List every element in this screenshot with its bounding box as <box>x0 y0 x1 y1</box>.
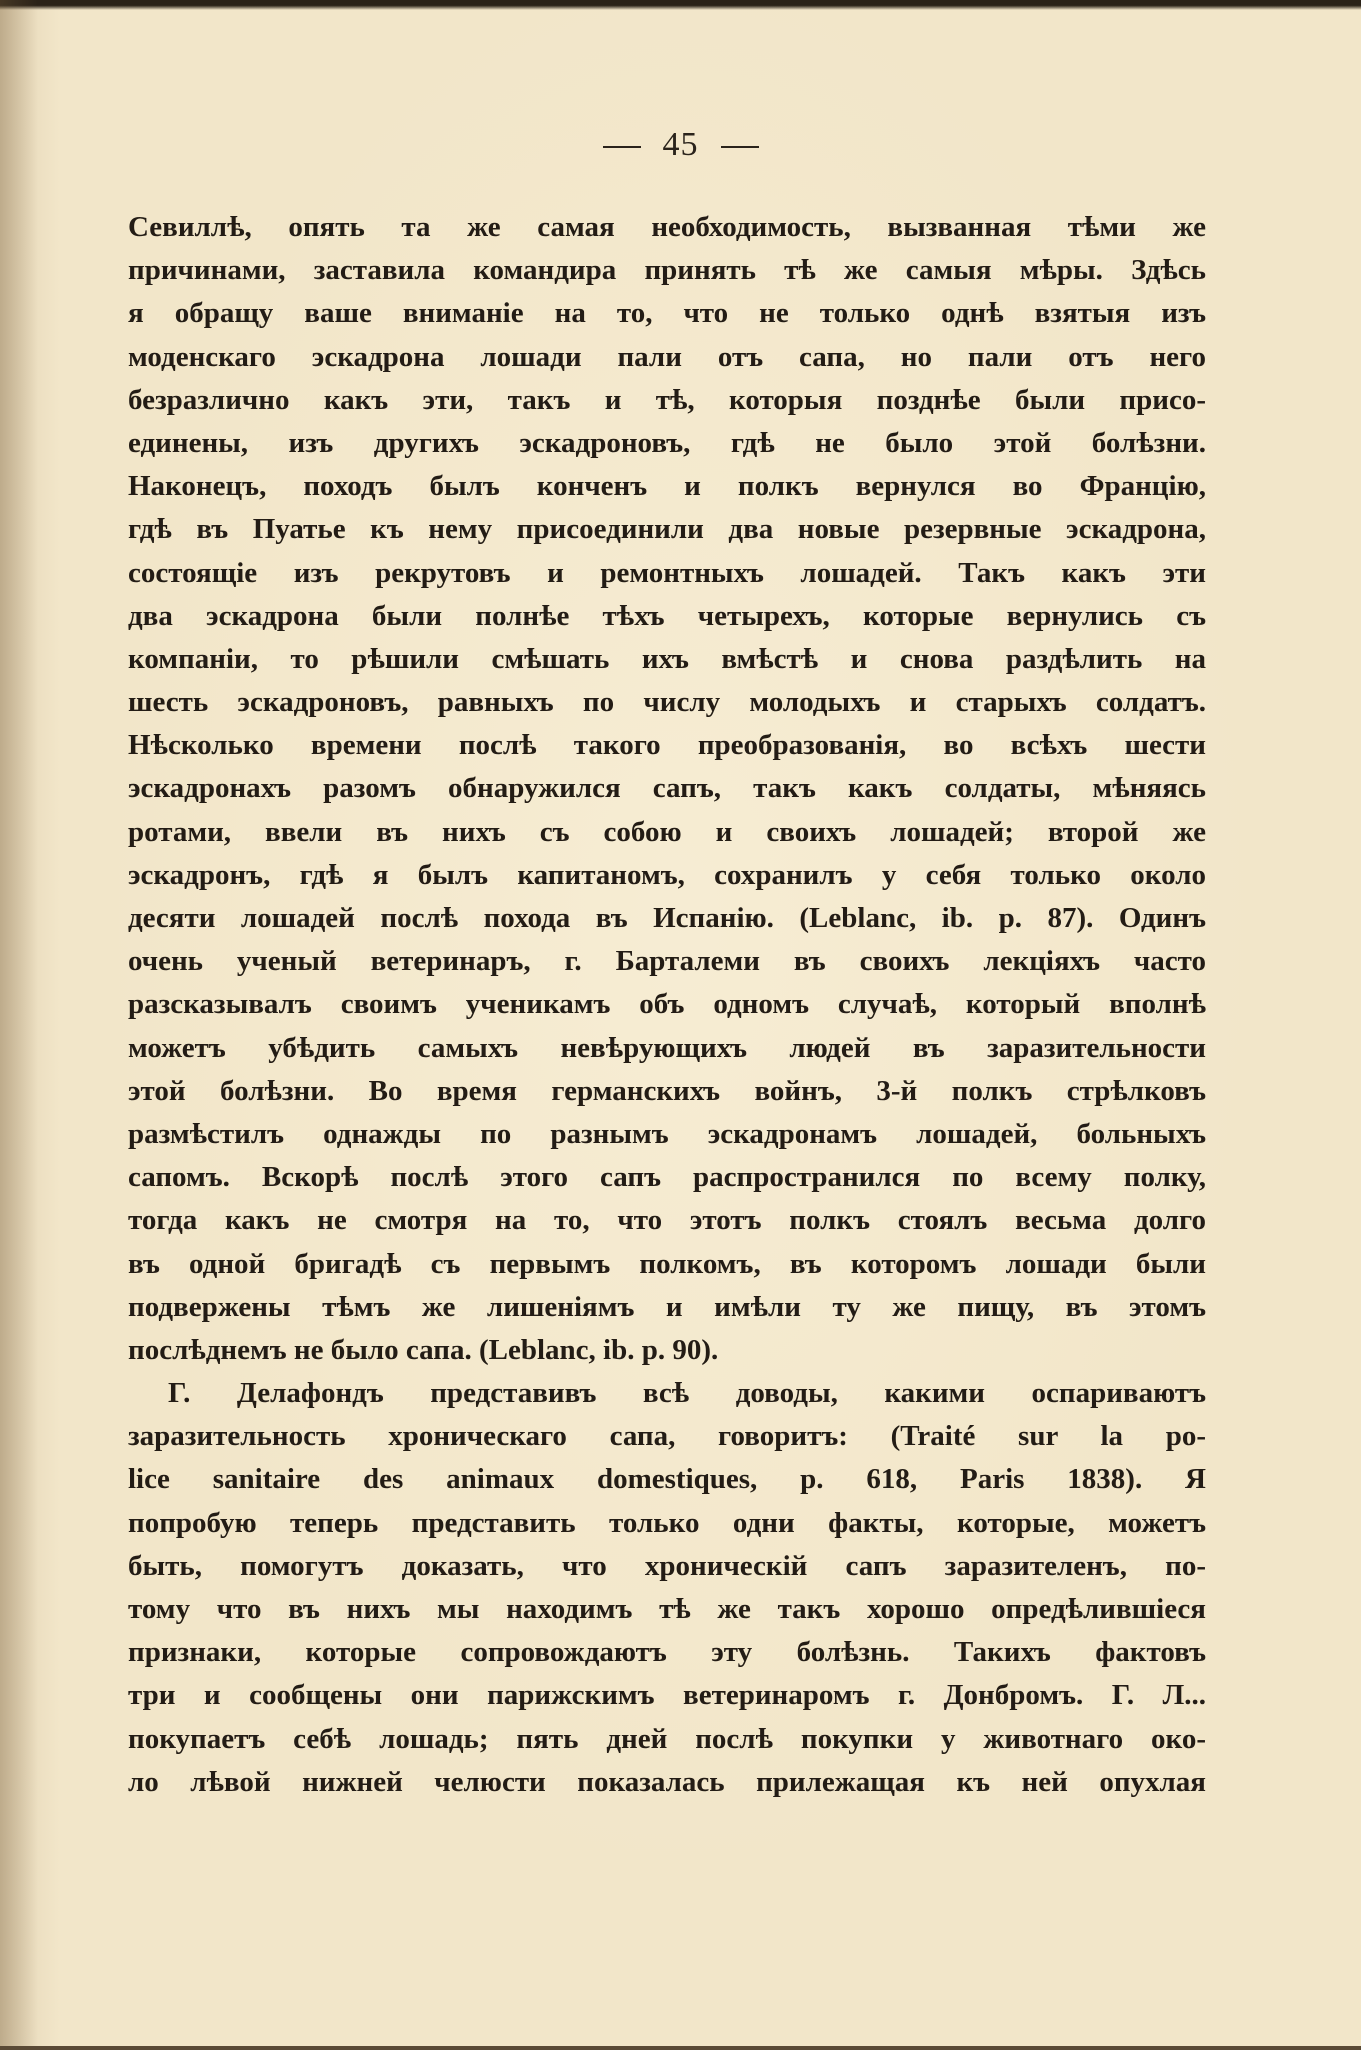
page-top-edge <box>0 0 1361 10</box>
text-line: быть, помогутъ доказать, что хроническій сапъ заразителенъ, по- <box>128 1549 1206 1582</box>
text-line: размѣстилъ однажды по разнымъ эскадронамъ лошадей, больныхъ <box>128 1117 1206 1150</box>
text-line: въ одной бригадѣ съ первымъ полкомъ, въ которомъ лошади были <box>128 1247 1206 1280</box>
text-line: моденскаго эскадрона лошади пали отъ сапа, но пали отъ него <box>128 340 1206 373</box>
paragraph-start-line: Г. Делафондъ представивъ всѣ доводы, какими оспариваютъ <box>168 1377 1206 1410</box>
text-line: тогда какъ не смотря на то, что этотъ полкъ стоялъ весьма долго <box>128 1204 1206 1237</box>
text-line: единены, изъ другихъ эскадроновъ, гдѣ не было этой болѣзни. <box>128 426 1206 459</box>
text-line: десяти лошадей послѣ похода въ Испанію. (Leblanc, ib. p. 87). Одинъ <box>128 902 1206 934</box>
text-line: попробую теперь представить только одни факты, которые, можетъ <box>128 1506 1206 1539</box>
text-line: два эскадрона были полнѣе тѣхъ четырехъ, которые вернулись съ <box>128 599 1206 632</box>
text-line: сапомъ. Вскорѣ послѣ этого сапъ распространился по всему полку, <box>128 1161 1206 1194</box>
text-line: причинами, заставила командира принять тѣ же самыя мѣры. Здѣсь <box>128 254 1206 287</box>
text-line: Наконецъ, походъ былъ конченъ и полкъ вернулся во Францію, <box>128 470 1206 503</box>
text-line: Севиллѣ, опять та же самая необходимость, вызванная тѣми же <box>128 211 1206 243</box>
text-line: подвержены тѣмъ же лишеніямъ и имѣли ту же пищу, въ этомъ <box>128 1290 1206 1323</box>
text-line: эскадронахъ разомъ обнаружился сапъ, такъ какъ солдаты, мѣняясь <box>128 772 1206 805</box>
dash-right <box>721 146 759 148</box>
text-line: тому что въ нихъ мы находимъ тѣ же такъ хорошо опредѣлившіеся <box>128 1593 1206 1625</box>
text-line: состоящіе изъ рекрутовъ и ремонтныхъ лошадей. Такъ какъ эти <box>128 556 1206 589</box>
paragraph-end-line: послѣднемъ не было сапа. (Leblanc, ib. p. 90). <box>128 1333 719 1366</box>
page-number <box>0 126 1361 164</box>
text-line: этой болѣзни. Во время германскихъ войнъ, 3-й полкъ стрѣлковъ <box>128 1074 1206 1107</box>
text-line: я обращу ваше вниманіе на то, что не только однѣ взятыя изъ <box>128 297 1206 330</box>
text-line: три и сообщены они парижскимъ ветеринаромъ г. Донбромъ. Г. Л... <box>128 1679 1206 1712</box>
dash-left <box>603 146 641 148</box>
text-line: можетъ убѣдить самыхъ невѣрующихъ людей въ заразительности <box>128 1031 1206 1064</box>
text-line: покупаетъ себѣ лошадь; пять дней послѣ покупки у животнаго око- <box>128 1722 1206 1755</box>
text-line: ло лѣвой нижней челюсти показалась прилежащая къ ней опухлая <box>128 1765 1206 1798</box>
page-bottom-edge <box>0 2046 1361 2050</box>
text-line: разсказывалъ своимъ ученикамъ объ одномъ случаѣ, который вполнѣ <box>128 988 1206 1021</box>
text-line: очень ученый ветеринаръ, г. Барталеми въ своихъ лекціяхъ часто <box>128 945 1206 978</box>
page-number-value: 45 <box>662 126 699 163</box>
text-line: эскадронъ, гдѣ я былъ капитаномъ, сохранилъ у себя только около <box>128 858 1206 891</box>
text-line: lice sanitaire des animaux domestiques, p. 618, Paris 1838). Я <box>128 1463 1206 1496</box>
text-line: шесть эскадроновъ, равныхъ по числу молодыхъ и старыхъ солдатъ. <box>128 686 1206 719</box>
text-line: безразлично какъ эти, такъ и тѣ, которыя позднѣе были присо- <box>128 383 1206 416</box>
text-line: ротами, ввели въ нихъ съ собою и своихъ лошадей; второй же <box>128 815 1206 848</box>
text-line: заразительность хроническаго сапа, говоритъ: (Traité sur la po- <box>128 1420 1206 1453</box>
body-text <box>128 206 1206 1804</box>
text-line: гдѣ въ Пуатье къ нему присоединили два новые резервные эскадрона, <box>128 513 1206 546</box>
text-line: компаніи, то рѣшили смѣшать ихъ вмѣстѣ и снова раздѣлить на <box>128 642 1206 675</box>
text-line: Нѣсколько времени послѣ такого преобразованія, во всѣхъ шести <box>128 729 1206 762</box>
binding-shadow <box>0 0 38 2050</box>
text-line: признаки, которые сопровождаютъ эту болѣзнь. Такихъ фактовъ <box>128 1636 1206 1669</box>
